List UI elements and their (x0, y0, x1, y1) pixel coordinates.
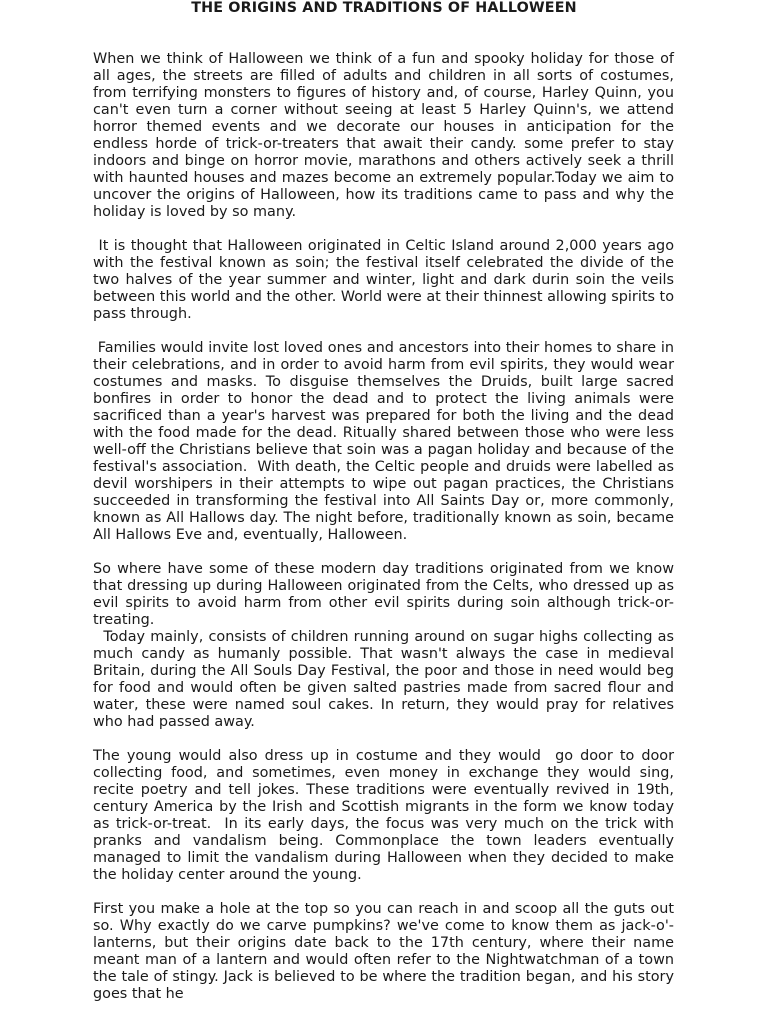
paragraph-celtic-origin: It is thought that Halloween originated in Celtic Island around 2,000 years ago with the festival known as soin; the festival itself celebrated the divide of the two halves of the year summer and winter, light and dark durin soin the veils between this world and the other. World were at their thinnest allowing spirits to pass through. (93, 238, 679, 322)
paragraph-families: Families would invite lost loved ones and ancestors into their homes to share in their celebrations, and in order to avoid harm from evil spirits, they would wear costumes and masks. To disguise themselves the Druids, built large sacred bonfires in order to honor the dead and to protect the living animals were sacrificed than a year's harvest was prepared for both the living and the dead with the food made for the dead. Ritually shared between those who were less well-off the Christians believe that soin was a pagan holiday and because of the festival's association. With death, the Celtic people and druids were labelled as devil worshipers in their attempts to wipe out pagan practices, the Christians succeeded in transforming the festival into All Saints Day or, more commonly, known as All Hallows day. The night before, traditionally known as soin, became All Hallows Eve and, eventually, Halloween. (93, 340, 684, 543)
paragraph-intro: When we think of Halloween we think of a fun and spooky holiday for those of all ages, the streets are filled of adults and children in all sorts of costumes, from terrifying monsters to figures of history and, of course, Harley Quinn, you can't even turn a corner without seeing at least 5 Harley Quinn's, we attend horror themed events and we decorate our houses in anticipation for the endless horde of trick-or-treaters that await their candy. some prefer to stay indoors and binge on horror movie, marathons and others actively seek a thrill with haunted houses and mazes become an extremely popular.Today we aim to uncover the origins of Halloween, how its traditions came to pass and why the holiday is loved by so many. (93, 51, 679, 220)
document-title: THE ORIGINS AND TRADITIONS OF HALLOWEEN (191, 0, 577, 16)
document-body (93, 51, 684, 1020)
paragraph-modern-traditions: So where have some of these modern day traditions originated from we know that dressing up during Halloween originated from the Celts, who dressed up as evil spirits to avoid harm from other evil spirits during soin although trick-or-treating. (93, 561, 679, 628)
paragraph-trick-or-treat: Today mainly, consists of children running around on sugar highs collecting as much candy as humanly possible. That wasn't always the case in medieval Britain, during the All Souls Day Festival, the poor and those in need would beg for food and would often be given salted pastries made from sacred flour and water, these were named soul cakes. In return, they would pray for relatives who had passed away. (93, 629, 679, 730)
paragraph-door-to-door: The young would also dress up in costume and they would go door to door collecting food, and sometimes, even money in exchange they would sing, recite poetry and tell jokes. These traditions were eventually revived in 19th, century America by the Irish and Scottish migrants in the form we know today as trick-or-treat. In its early days, the focus was very much on the trick with pranks and vandalism being. Commonplace the town leaders eventually managed to limit the vandalism during Halloween when they decided to make the holiday center around the young. (93, 748, 679, 883)
paragraph-pumpkins: First you make a hole at the top so you can reach in and scoop all the guts out so. Why exactly do we carve pumpkins? we've come to know them as jack-o'-lanterns, but their origins date back to the 17th century, where their name meant man of a lantern and would often refer to the Nightwatchman of a town the tale of stingy. Jack is believed to be where the tradition began, and his story goes that he (93, 901, 679, 1002)
